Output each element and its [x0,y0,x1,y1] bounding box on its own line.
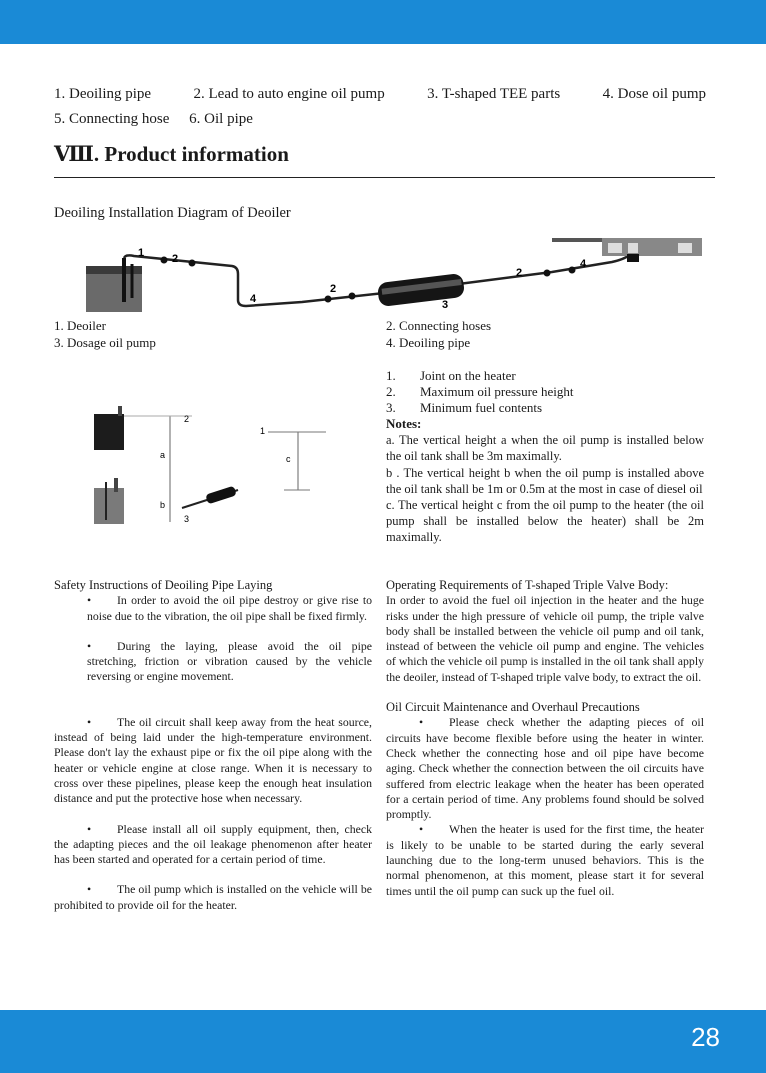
list-item: • Please install all oil supply equipment, then, check the adapting pieces and the oil leakage phenomenon after heater has been started and operated for a certain period of time. [54,821,372,867]
callout: 1 [138,247,145,259]
diagram-label: 2. Connecting hoses [386,318,492,333]
parts-legend-row-2 [54,111,269,128]
callout: 4 [580,258,587,270]
note-c: c. The vertical height c from the oil pump to the heater (the oil pump shall be installed below the heater) shall be 2m maximally. [386,498,704,545]
legend-item: 3. T-shaped TEE parts [427,86,561,102]
legend-item: 5. Connecting hose [54,111,170,127]
diagram-label: 4. Deoiling pipe [386,335,471,350]
maintenance-list [386,715,704,899]
top-banner [0,0,766,44]
list-item: 2. Maximum oil pressure height [386,384,574,399]
callout: c [286,454,291,464]
note-b: b . The vertical height b when the oil pump is installed above the oil tank shall be 1m or 0.5m at the most in case of diesel oil [386,465,704,496]
height-pump [205,486,237,505]
page-number: 28 [691,1022,720,1052]
maintenance-title: Oil Circuit Maintenance and Overhaul Precautions [386,700,640,715]
notes-title: Notes: [386,416,422,431]
operating-title: Operating Requirements of T-shaped Triple Valve Body: [386,578,669,592]
list-item: 1. Joint on the heater [386,368,516,383]
callout: 4 [250,293,257,305]
heading-divider [54,177,715,178]
callout: 3 [442,299,449,311]
operating-text: In order to avoid the fuel oil injection in the heater and the huge risks under the high pressure of vehicle oil pump, the triple valve body shall be installed between the vehicle oil pump and oil tank, instead of between the vehicle oil pump and engine. The vehicles of which the vehicle oil pump is installed in the oil tank shall apply the deoiler, instead of T-shaped triple valve body, to extract the oil. [386,593,704,684]
list-item: • During the laying, please avoid the oil pipe stretching, friction or vibration caused by the vehicle reversing or engine movement. [87,638,372,684]
legend-item: 4. Dose oil pump [602,86,706,102]
note-a: a. The vertical height a when the oil pump is installed below the oil tank shall be 3m maximally. [386,433,704,464]
callout: 2 [516,267,523,279]
callout: 2 [184,414,190,424]
installation-diagram [82,236,707,314]
section-heading: Ⅷ. Product information [54,142,289,166]
diagram-key-list [386,368,573,416]
callout: 2 [172,253,179,265]
list-item: • In order to avoid the oil pipe destroy or give rise to noise due to the vibration, the oil pipe shall be fixed firmly. [87,593,372,623]
right-column [386,578,704,899]
callout: a [160,450,166,460]
list-item: 3. Minimum fuel contents [386,400,543,415]
legend-item: 2. Lead to auto engine oil pump [193,86,385,102]
lower-tank [94,488,124,524]
safety-instructions [54,578,372,913]
safety-title: Safety Instructions of Deoiling Pipe Laying [54,578,273,592]
diagram-label: 3. Dosage oil pump [54,335,156,350]
parts-legend-row-1 [54,86,706,103]
upper-tank [94,414,124,450]
height-diagram [88,396,338,528]
callout: 3 [184,514,190,524]
legend-item: 1. Deoiling pipe [54,86,152,102]
diagram-title: Deoiling Installation Diagram of Deoiler [54,205,291,221]
list-item: • When the heater is used for the first time, the heater is likely to be unable to be started during the early several launching due to the long-term unused behaviors. This is the normal phenomenon, at this moment, please start it for several times until the oil pump can suck up the fuel oil. [386,822,704,898]
list-item: • The oil pump which is installed on the vehicle will be prohibited to provide oil for the heater. [54,882,372,912]
list-item: • Please check whether the adapting pieces of oil circuits have become flexible before using the heater in winter. Check whether the connecting hose and oil pipe have become aging. Check whether the connection between the oil circuits have suffered from electric leakage when the heater has been operated for a certain period of time. Any problems found should be solved promptly. [386,715,704,822]
diagram-label: 1. Deoiler [54,318,106,333]
callout: 2 [330,283,337,295]
callout: b [160,500,166,510]
bottom-banner [0,1010,766,1073]
callout: 1 [260,426,266,436]
legend-item: 6. Oil pipe [189,111,253,127]
notes-block [386,416,704,546]
list-item: • The oil circuit shall keep away from the heat source, instead of being laid under the high-temperature environment. Please don't lay the exhaust pipe or fix the oil pipe along with the heater or vehicle engine at close range. When it is necessary to cross over these pipelines, please keep the enough heat insulation distance and put the protective hose when necessary. [54,714,372,806]
